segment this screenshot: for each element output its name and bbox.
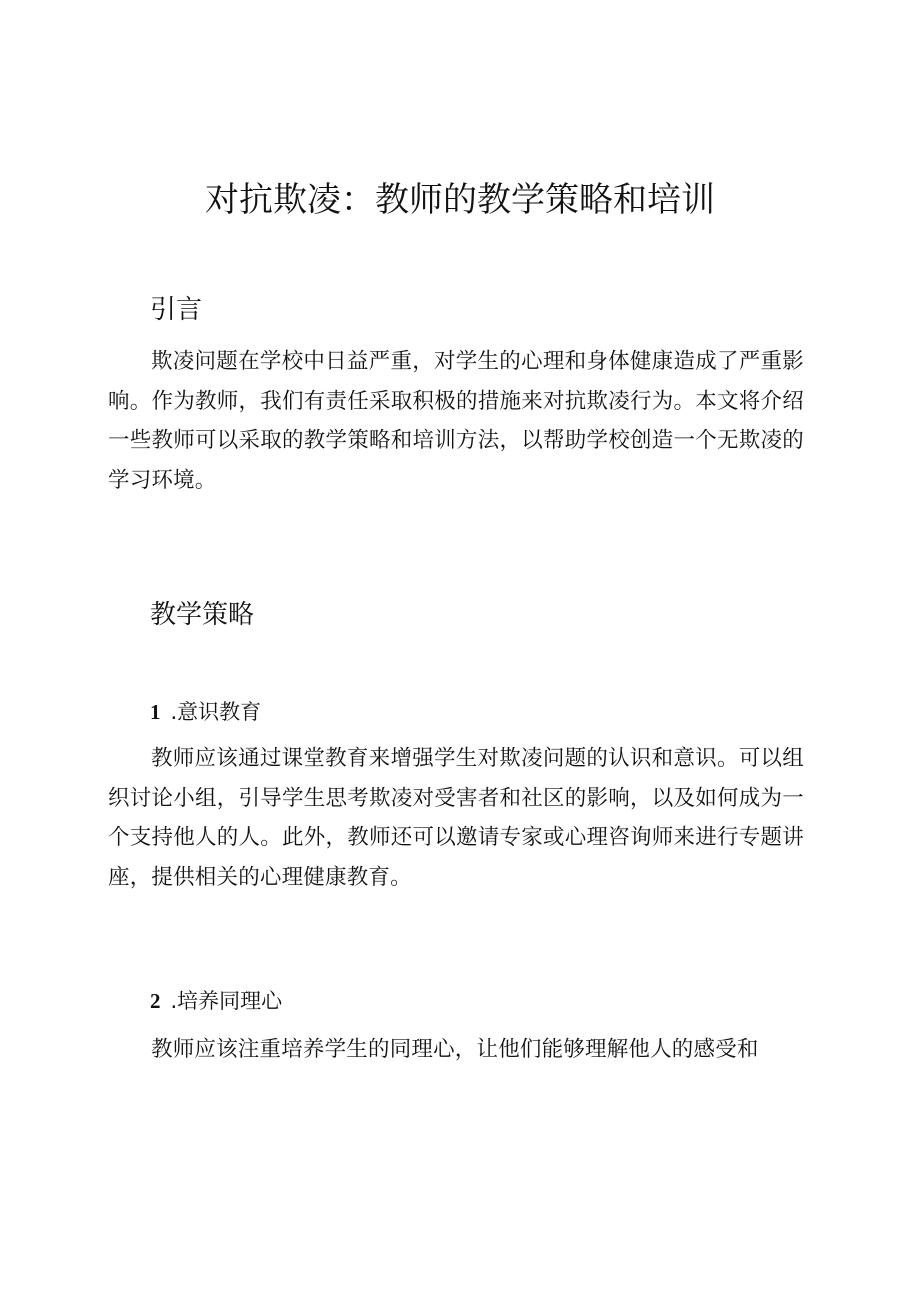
strategy-2-number: 2 — [150, 989, 161, 1013]
strategy-2-paragraph: 教师应该注重培养学生的同理心，让他们能够理解他人的感受和 — [151, 1037, 759, 1062]
strategy-1-heading — [150, 697, 261, 727]
intro-paragraph: 欺凌问题在学校中日益严重，对学生的心理和身体健康造成了严重影响。作为教师，我们有责任采取积极的措施来对抗欺凌行为。本文将介绍一些教师可以采取的教学策略和培训方法，以帮助学校创造一个无欺凌的学习环境。 — [108, 349, 804, 493]
strategy-1-number: 1 — [150, 700, 161, 724]
intro-heading: 引言 — [150, 295, 203, 325]
strategy-1-title: .意识教育 — [170, 700, 262, 724]
strategies-heading: 教学策略 — [150, 600, 255, 630]
strategy-2-title: .培养同理心 — [170, 989, 283, 1013]
strategy-2-heading — [150, 986, 282, 1016]
strategy-1-paragraph: 教师应该通过课堂教育来增强学生对欺凌问题的认识和意识。可以组织讨论小组，引导学生思考欺凌对受害者和社区的影响，以及如何成为一个支持他人的人。此外，教师还可以邀请专家或心理咨询师来进行专题讲座，提供相关的心理健康教育。 — [108, 746, 804, 890]
document-title: 对抗欺凌：教师的教学策略和培训 — [205, 180, 715, 220]
